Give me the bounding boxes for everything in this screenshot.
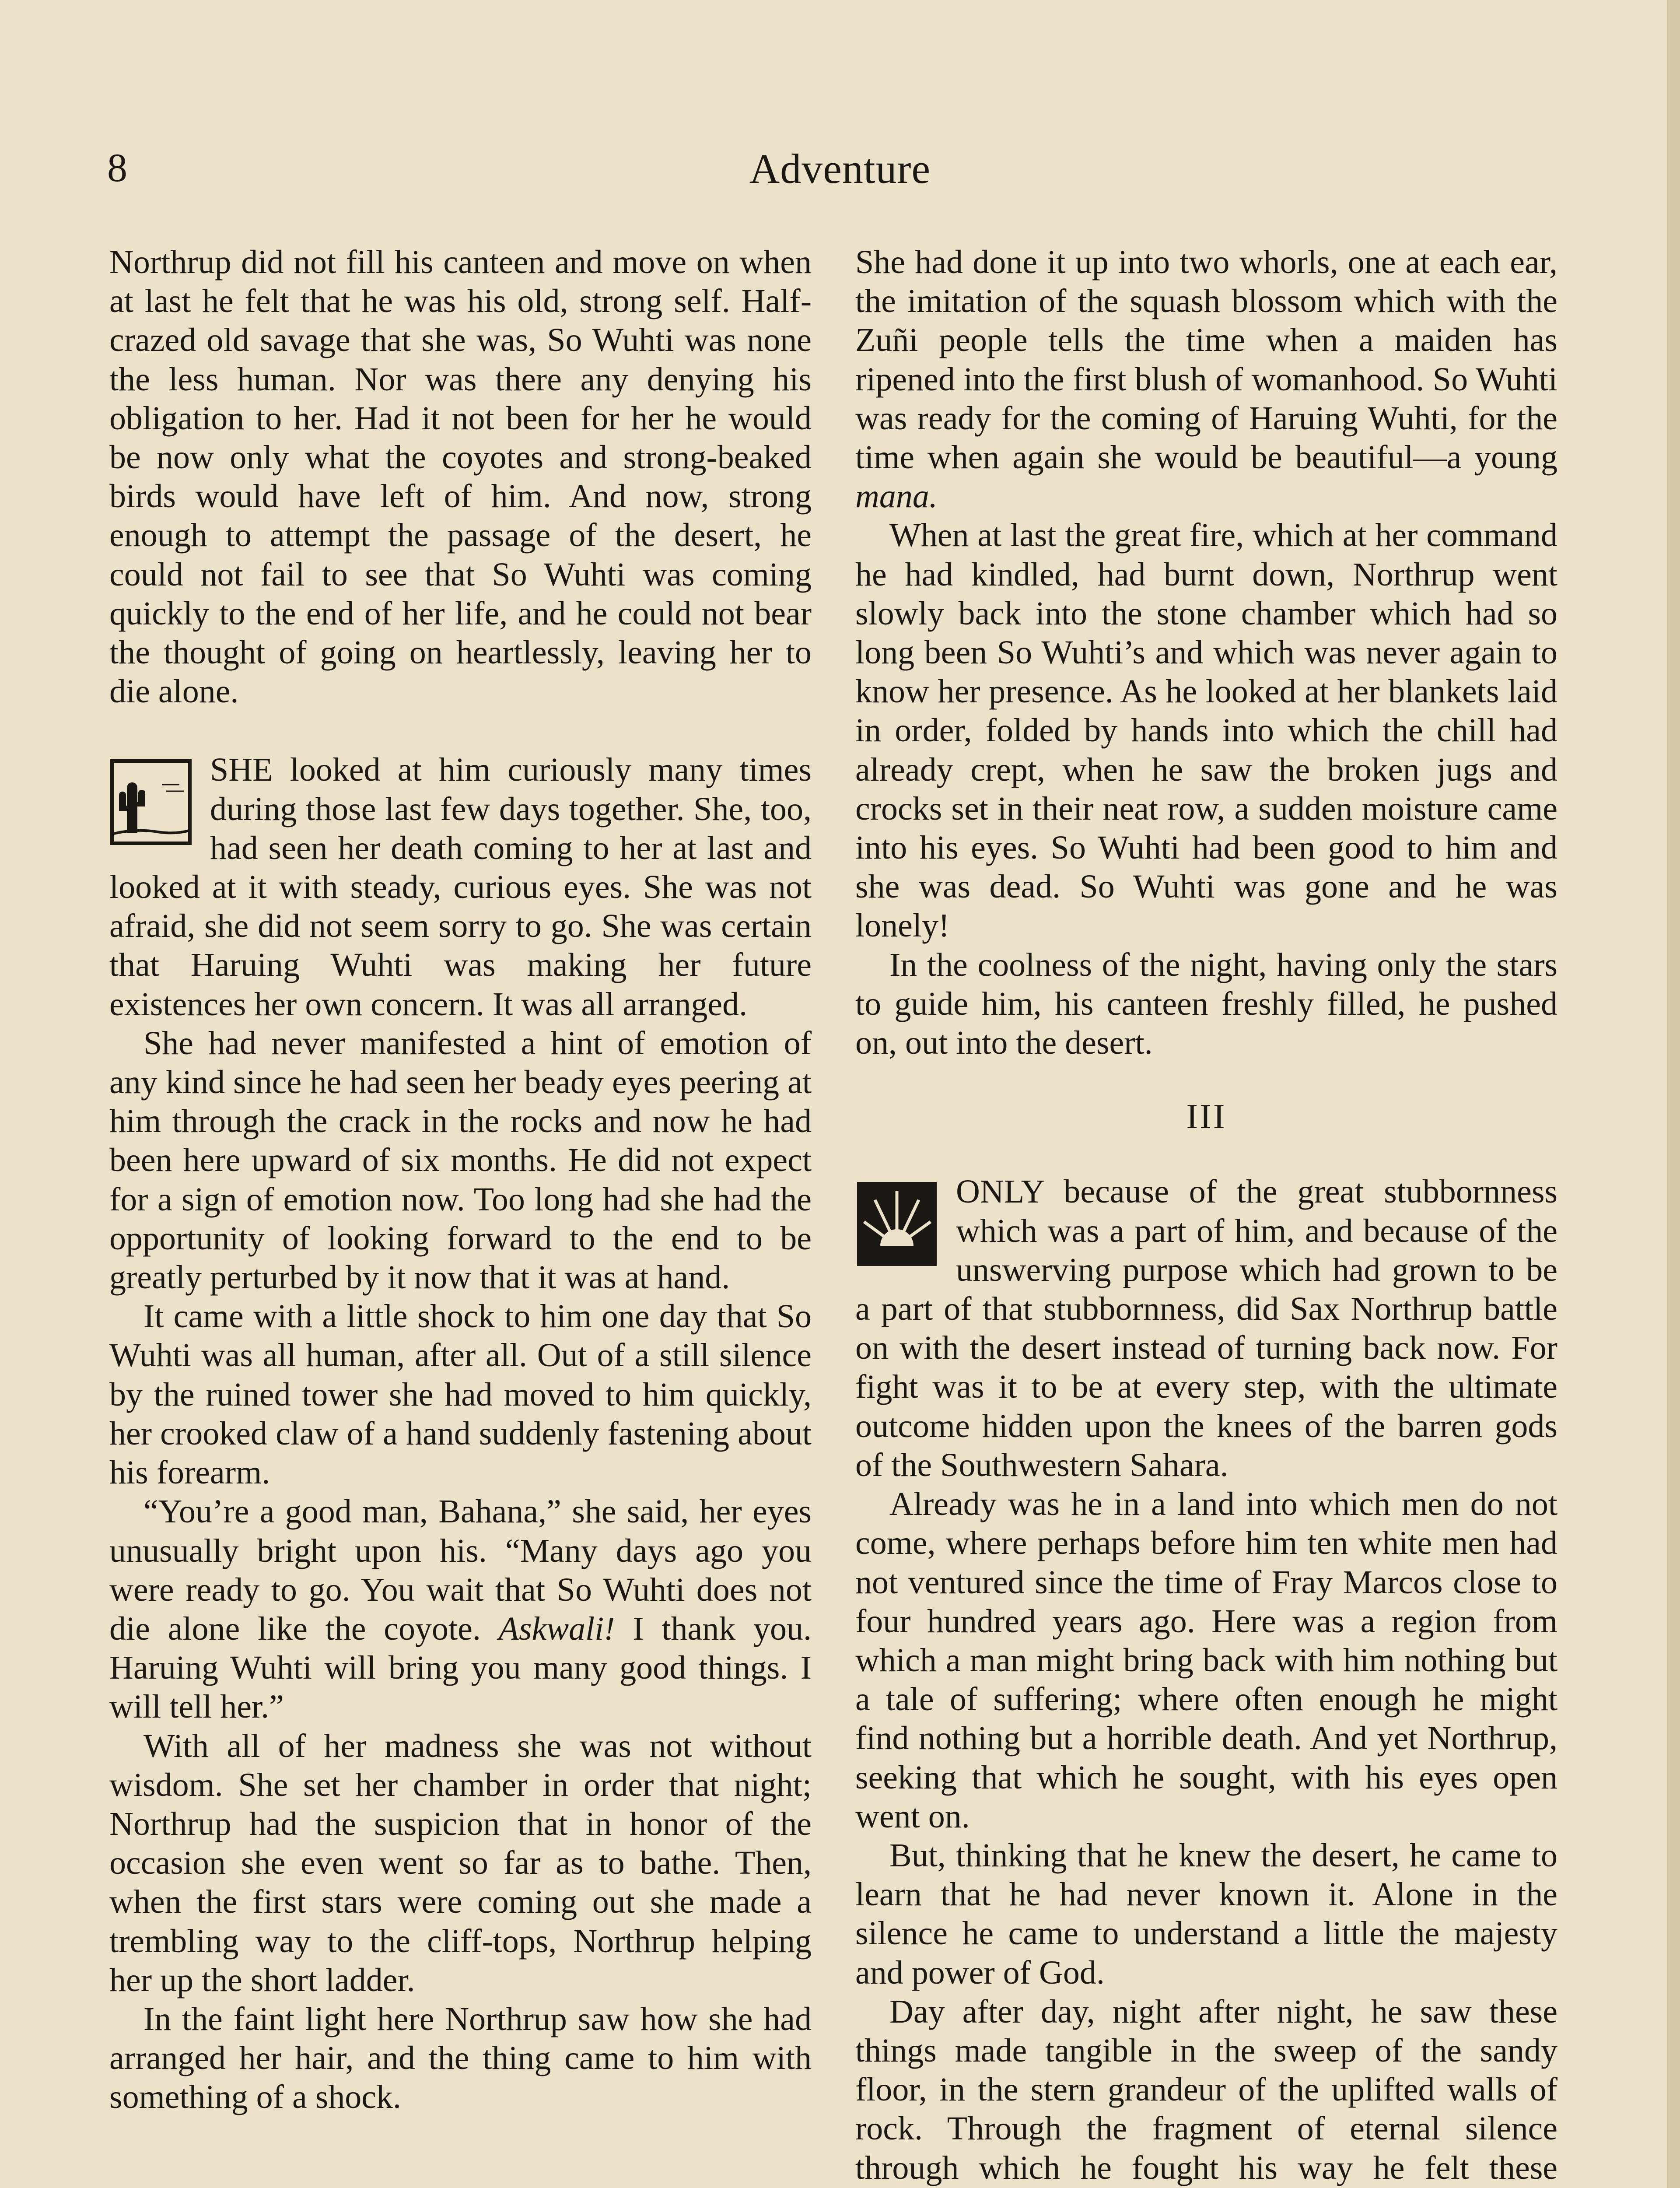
paragraph-text: She had done it up into two whorls, one at each ear, the imitation of the squash blossom which with the Zuñi people tells the time when a maiden has ripened into the first blush of womanhood. So Wuhti was ready for the coming of Haruing Wuhti, for the time when again she would be beautiful—a young <box>855 244 1558 476</box>
paragraph <box>109 750 812 1024</box>
paragraph <box>855 243 1558 516</box>
paragraph: She had never manifested a hint of emotion of any kind since he had seen her beady eyes peering at him through the crack in the rocks and now he had been here upward of six months. He did not expect for a sign of emotion now. Too long had she had the opportunity of looking forward to the end to be greatly perturbed by it now that it was at hand. <box>109 1024 812 1296</box>
paragraph: When at last the great fire, which at her command he had kindled, had burnt down, Northrup went slowly back into the stone chamber which had so long been So Wuhti’s and which was never again to know her presence. As he looked at her blankets laid in order, folded by hands into which the chill had already crept, when he saw the broken jugs and crocks set in their neat row, a sudden moisture came into his eyes. So Wuhti had been good to him and she was dead. So Wuhti was gone and he was lonely! <box>855 517 1558 944</box>
section-heading: III <box>1186 1098 1227 1136</box>
left-column <box>109 243 812 2117</box>
paragraph: It came with a little shock to him one day that So Wuhti was all human, after all. Out of a still silence by the ruined tower she had moved to him quickly, her crooked claw of a hand suddenly fastening about his forearm. <box>109 1298 812 1491</box>
page-edge <box>1667 0 1680 2188</box>
dialogue-text: I thank you. Haruing Wuhti will bring you many good things. I will tell her.” <box>109 1610 812 1725</box>
paragraph: But, thinking that he knew the desert, he came to learn that he had never known it. Alone in the silence he came to understand a little the majesty and power of God. <box>855 1837 1558 1991</box>
paragraph <box>855 1172 1558 1485</box>
paragraph-text: SHE looked at him curiously many times during those last few days together. She, too, had seen her death coming to her at last and looked at it with steady, curious eyes. She was not afraid, she did not seem sorry to go. She was certain that Haruing Wuhti was making her future existences her own concern. It was all arranged. <box>109 751 812 1023</box>
paragraph: Already was he in a land into which men do not come, where perhaps before him ten white men had not ventured since the time of Fray Marcos close to four hundred years ago. Here was a region from which a man might bring back with him nothing but a tale of suffering; where often enough he might find nothing but a horrible death. And yet Northrup, seeking that which he sought, with his eyes open went on. <box>855 1486 1558 1835</box>
paragraph: With all of her madness she was not without wisdom. She set her chamber in order that night; Northrup had the suspicion that in honor of the occasion she even went so far as to bathe. Then, when the first stars were coming out she made a trembling way to the cliff-tops, Northrup helping her up the short ladder. <box>109 1727 812 1999</box>
paragraph-text: ONLY because of the great stubbornness which was a part of him, and because of the unswerving purpose which had grown to be a part of that stubbornness, did Sax Northrup battle on with the desert instead of turning back now. For fight was it to be at every step, with the ultimate outcome hidden upon the knees of the barren gods of the Southwestern Sahara. <box>855 1173 1558 1483</box>
cactus-ornament-icon <box>109 758 192 846</box>
paragraph: Day after day, night after night, he saw these things made tangible in the sweep of the sandy floor, in the stern grandeur of the uplifted walls of rock. Through the fragment of eternal silence through which he fought his way he felt these <box>855 1993 1558 2186</box>
paragraph: In the coolness of the night, having only the stars to guide him, his canteen freshly filled, he pushed on, out into the desert. <box>855 946 1558 1062</box>
italic-word: mana. <box>855 478 938 515</box>
running-title: Adventure <box>749 145 931 192</box>
paragraph: In the faint light here Northrup saw how she had arranged her hair, and the thing came to him with something of a shock. <box>109 2000 812 2116</box>
paragraph <box>109 1492 812 1726</box>
paragraph: Northrup did not fill his canteen and move on when at last he felt that he was his old, strong self. Half-crazed old savage that she was, So Wuhti was none the less human. Nor was there any denying his obligation to her. Had it not been for her he would be now only what the coyotes and strong-beaked birds would have left of him. And now, strong enough to attempt the passage of the desert, he could not fail to see that So Wuhti was coming quickly to the end of her life, and he could not bear the thought of going on heartlessly, leaving her to die alone. <box>109 244 812 710</box>
dialogue-text: “You’re a good man, Bahana,” she said, her eyes unusually bright upon his. “Many days ago you were ready to go. You wait that So Wuhti does not die alone like the coyote. <box>109 1493 812 1647</box>
sunburst-ornament-icon <box>855 1180 938 1268</box>
italic-word: Askwali! <box>498 1610 615 1647</box>
page-number: 8 <box>107 145 127 190</box>
right-column <box>855 243 1558 2188</box>
